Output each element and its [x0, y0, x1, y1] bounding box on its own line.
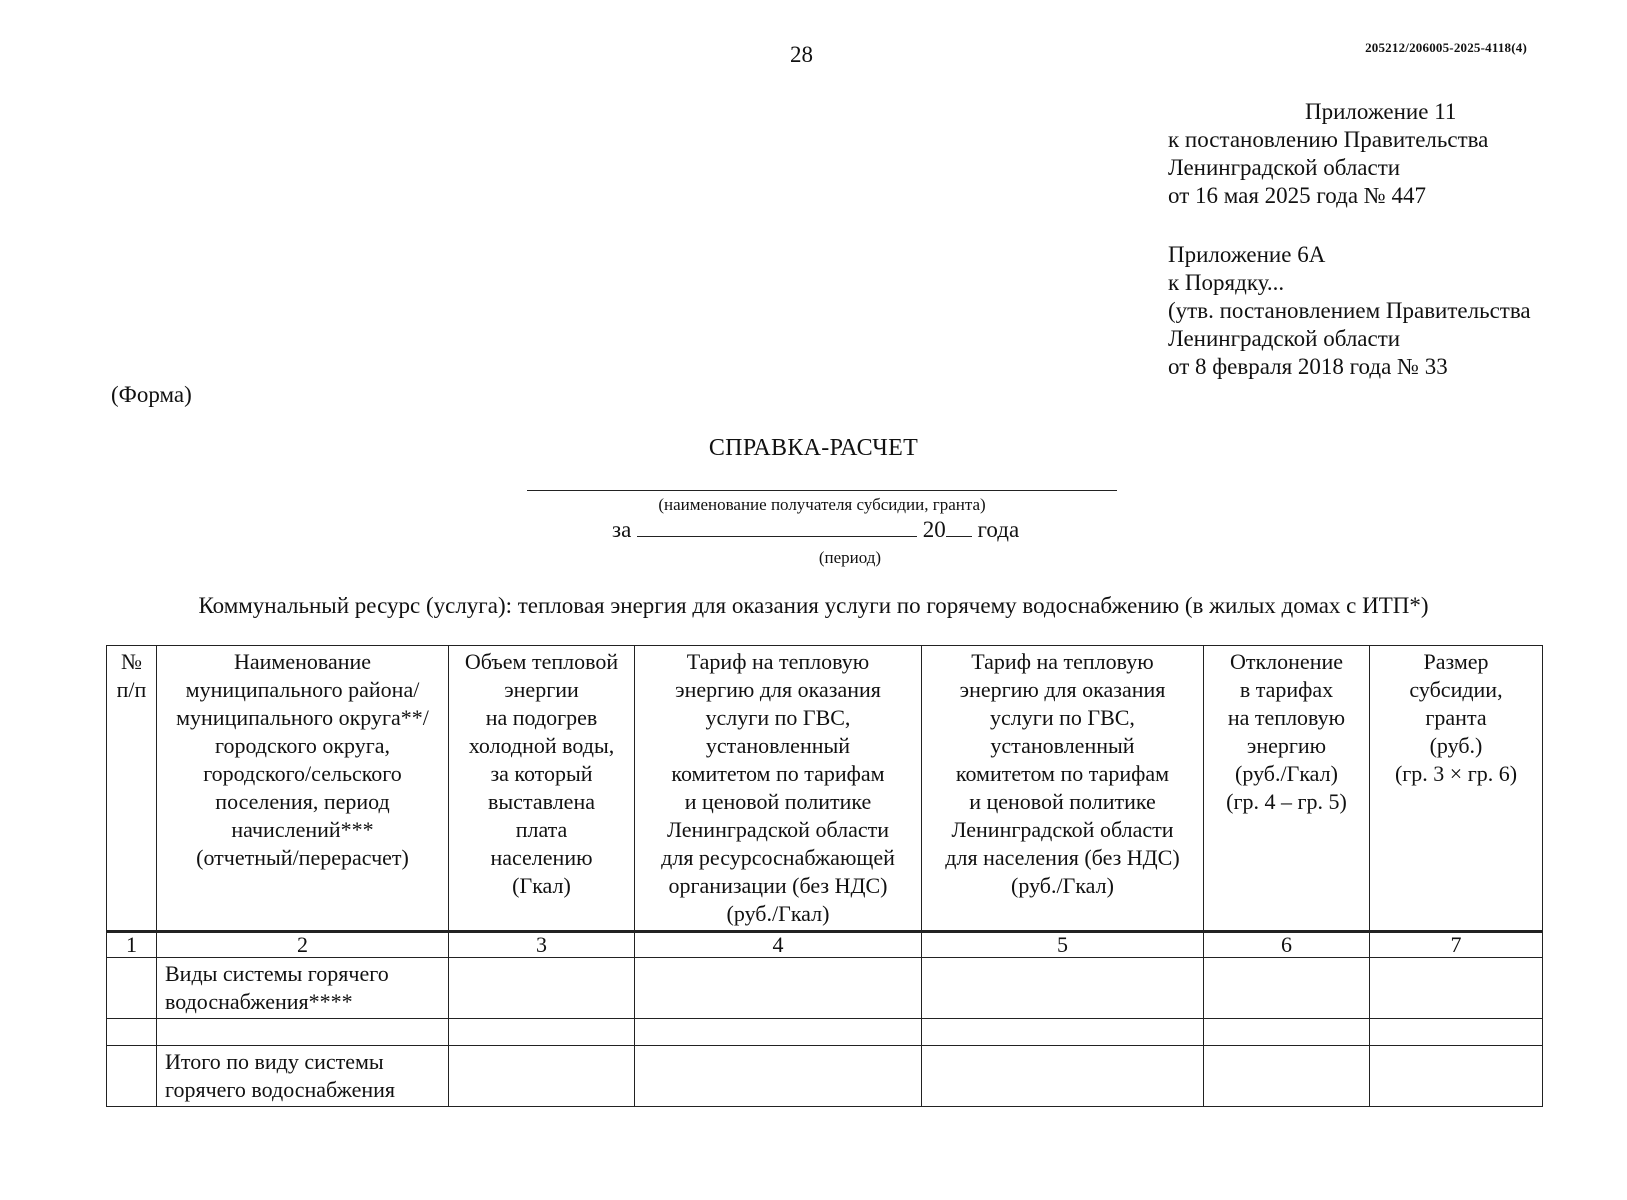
header-line: на подогрев: [485, 705, 598, 730]
header-line: населению: [490, 845, 593, 870]
appendix-6a-line: к Порядку...: [1168, 270, 1285, 295]
header-line: (отчетный/перерасчет): [196, 845, 409, 870]
header-tariff-deviation: [1204, 646, 1370, 932]
page-number: 28: [790, 42, 813, 67]
table-cell-row-label: Виды системы горячего водоснабжения****: [157, 958, 449, 1019]
header-line: Наименование: [233, 649, 372, 674]
header-line: холодной воды,: [468, 733, 615, 758]
header-line: организации (без НДС): [668, 873, 888, 898]
header-line: (руб./Гкал): [726, 901, 830, 926]
table-cell-row-label: Итого по виду системы горячего водоснабжения: [157, 1046, 449, 1107]
header-line: Объем тепловой: [464, 649, 619, 674]
header-line: и ценовой политике: [684, 789, 872, 814]
column-number-cell: 7: [1370, 932, 1543, 958]
header-line: услуги по ГВС,: [705, 705, 851, 730]
header-line: энергию для оказания: [959, 677, 1166, 702]
header-line: комитетом по тарифам: [955, 761, 1170, 786]
header-line: установленный: [705, 733, 851, 758]
header-line: энергии: [504, 677, 579, 702]
year-blank[interactable]: [946, 518, 972, 537]
header-line: Ленинградской области: [667, 817, 889, 842]
column-number-cell: 3: [449, 932, 635, 958]
table-cell[interactable]: [157, 1019, 449, 1046]
period-blank[interactable]: [637, 518, 917, 537]
header-heat-volume: [449, 646, 635, 932]
header-line: за который: [490, 761, 593, 786]
header-line: энергию для оказания: [675, 677, 881, 702]
header-line: (руб./Гкал): [1011, 873, 1114, 898]
table-cell[interactable]: [922, 958, 1204, 1019]
table-cell[interactable]: [107, 1019, 157, 1046]
header-line: поселения, период: [215, 789, 390, 814]
appendix-11-line: к постановлению Правительства: [1168, 127, 1489, 152]
table-cell[interactable]: [449, 958, 635, 1019]
header-line: городского/сельского: [203, 761, 402, 786]
appendix-11-line: Ленинградской области: [1168, 155, 1401, 180]
period-caption: (период): [818, 548, 882, 567]
header-municipality: [157, 646, 449, 932]
table-cell[interactable]: [107, 1046, 157, 1107]
header-line: комитетом по тарифам: [671, 761, 885, 786]
header-line: Тариф на тепловую: [686, 649, 870, 674]
header-line: (руб./Гкал): [1235, 761, 1338, 786]
header-line: гранта: [1425, 705, 1487, 730]
header-line: городского округа,: [214, 733, 391, 758]
period-year-prefix: 20: [922, 517, 946, 542]
column-number-row: [107, 932, 1543, 958]
header-tariff-population: [922, 646, 1204, 932]
recipient-name-blank[interactable]: [527, 490, 1117, 491]
header-line: п/п: [116, 677, 147, 702]
header-line: энергию: [1246, 733, 1327, 758]
appendix-6a-line: Ленинградской области: [1168, 326, 1401, 351]
table-cell[interactable]: [1204, 1046, 1370, 1107]
header-subsidy-amount: [1370, 646, 1543, 932]
header-line: Ленинградской области: [951, 817, 1174, 842]
appendix-6a-title: Приложение 6А: [1168, 242, 1326, 267]
header-line: услуги по ГВС,: [990, 705, 1135, 730]
header-line: (руб.): [1429, 733, 1483, 758]
table-cell[interactable]: [922, 1019, 1204, 1046]
table-row: [107, 958, 1543, 1019]
appendix-11-line: от 16 мая 2025 года № 447: [1168, 183, 1426, 208]
document-code: 205212/206005-2025-4118(4): [1365, 40, 1527, 55]
header-line: муниципального округа**/: [176, 705, 429, 730]
header-line: начислений***: [231, 817, 374, 842]
table-row: [107, 1046, 1543, 1107]
header-line: (Гкал): [512, 873, 571, 898]
header-line: для ресурсоснабжающей: [661, 845, 895, 870]
header-line: (гр. 4 – гр. 5): [1226, 789, 1347, 814]
header-line: в тарифах: [1239, 677, 1334, 702]
header-line: и ценовой политике: [969, 789, 1156, 814]
table-cell[interactable]: [1370, 958, 1543, 1019]
recipient-caption: (наименование получателя субсидии, гранта): [658, 495, 986, 514]
table-row: [107, 1019, 1543, 1046]
table-cell[interactable]: [449, 1046, 635, 1107]
appendix-6a-line: (утв. постановлением Правительства: [1168, 298, 1531, 323]
period-prefix: за: [612, 517, 632, 542]
header-line: плата: [515, 817, 568, 842]
header-line: Отклонение: [1229, 649, 1344, 674]
header-line: Тариф на тепловую: [971, 649, 1154, 674]
calculation-table: [106, 645, 1543, 1107]
table-cell[interactable]: [107, 958, 157, 1019]
header-line: установленный: [990, 733, 1135, 758]
table-cell[interactable]: [922, 1046, 1204, 1107]
header-line: для населения (без НДС): [945, 845, 1180, 870]
table-cell[interactable]: [1204, 958, 1370, 1019]
table-cell[interactable]: [1370, 1046, 1543, 1107]
header-line: (гр. 3 × гр. 6): [1394, 761, 1518, 786]
header-line: выставлена: [488, 789, 595, 814]
header-number: [107, 646, 157, 932]
table-cell[interactable]: [635, 1019, 922, 1046]
appendix-6a-line: от 8 февраля 2018 года № 33: [1168, 354, 1448, 379]
table-header-row: [107, 646, 1543, 932]
period-row: [612, 517, 1019, 543]
header-tariff-supplier: [635, 646, 922, 932]
table-cell[interactable]: [1370, 1019, 1543, 1046]
resource-description: Коммунальный ресурс (услуга): тепловая энергия для оказания услуги по горячему водоснабжению (в жилых домах с ИТП*): [198, 593, 1429, 618]
form-label: (Форма): [111, 382, 192, 407]
header-line: на тепловую: [1227, 705, 1346, 730]
appendix-6a-block: [1168, 241, 1531, 381]
column-number-cell: 1: [107, 932, 157, 958]
period-suffix: года: [977, 517, 1020, 542]
column-number-cell: 4: [635, 932, 922, 958]
column-number-cell: 6: [1204, 932, 1370, 958]
document-title: СПРАВКА-РАСЧЕТ: [708, 435, 919, 461]
appendix-11-block: [1168, 98, 1488, 210]
header-line: №: [121, 649, 142, 674]
header-line: муниципального района/: [185, 677, 420, 702]
column-number-cell: 2: [157, 932, 449, 958]
table-cell[interactable]: [635, 1046, 922, 1107]
appendix-11-title: Приложение 11: [1305, 99, 1457, 124]
table-cell[interactable]: [1204, 1019, 1370, 1046]
header-line: Размер: [1423, 649, 1489, 674]
table-cell[interactable]: [635, 958, 922, 1019]
column-number-cell: 5: [922, 932, 1204, 958]
table-cell[interactable]: [449, 1019, 635, 1046]
header-line: субсидии,: [1409, 677, 1503, 702]
